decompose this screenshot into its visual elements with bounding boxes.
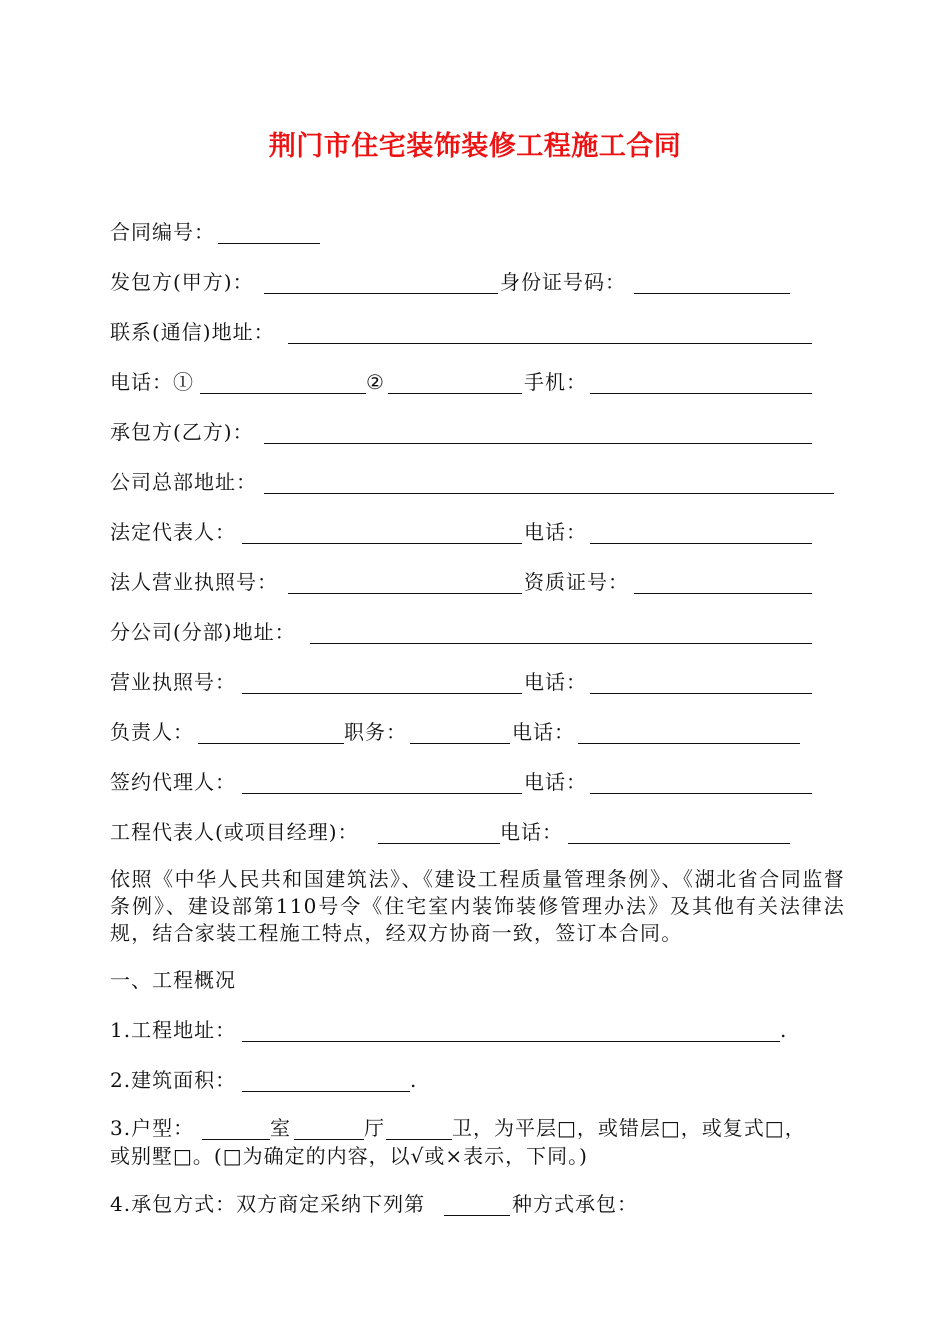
branch-phone-label: 电话： — [524, 670, 587, 694]
preamble-paragraph: 依照《中华人民共和国建筑法》、《建设工程质量管理条例》、《湖北省合同监督条例》、建设部第110号令《住宅室内装饰装修管理办法》及其他有关法律法规，结合家装工程施工特点，经双方协商一致，签订本合同。 — [110, 867, 845, 945]
legal-rep-phone-blank[interactable] — [590, 543, 812, 544]
project-rep-blank[interactable] — [378, 843, 500, 844]
phone2-blank[interactable] — [388, 393, 522, 394]
position-blank[interactable] — [410, 743, 510, 744]
party-b-blank[interactable] — [264, 443, 812, 444]
agent-label: 签约代理人： — [110, 770, 236, 794]
item4-label: 4.承包方式：双方商定采纳下列第 — [110, 1192, 426, 1216]
project-rep-label: 工程代表人(或项目经理)： — [110, 820, 359, 844]
manager-phone-blank[interactable] — [578, 743, 800, 744]
branch-phone-blank[interactable] — [590, 693, 812, 694]
item3-label: 3.户型： — [110, 1116, 195, 1140]
phone2-label: ② — [366, 370, 385, 394]
bath-count-blank[interactable] — [386, 1139, 452, 1140]
manager-blank[interactable] — [198, 743, 344, 744]
item4-suffix: 种方式承包： — [512, 1192, 638, 1216]
agent-phone-blank[interactable] — [590, 793, 812, 794]
contract-number-blank[interactable] — [218, 243, 320, 244]
license-label: 法人营业执照号： — [110, 570, 278, 594]
license-blank[interactable] — [288, 593, 522, 594]
item2-label: 2.建筑面积： — [110, 1068, 237, 1092]
item2-period: . — [410, 1068, 418, 1092]
agent-blank[interactable] — [242, 793, 522, 794]
contract-method-blank[interactable] — [444, 1215, 510, 1216]
hq-address-blank[interactable] — [264, 493, 834, 494]
item1-label: 1.工程地址： — [110, 1018, 237, 1042]
hall-count-blank[interactable] — [294, 1139, 364, 1140]
manager-label: 负责人： — [110, 720, 194, 744]
hall-label: 厅 — [364, 1116, 385, 1140]
id-number-blank[interactable] — [634, 293, 790, 294]
project-rep-phone-blank[interactable] — [568, 843, 790, 844]
mobile-blank[interactable] — [590, 393, 812, 394]
room-label: 室 — [270, 1116, 291, 1140]
document-title: 荆门市住宅装饰装修工程施工合同 — [268, 131, 682, 162]
branch-license-label: 营业执照号： — [110, 670, 236, 694]
room-count-blank[interactable] — [202, 1139, 270, 1140]
branch-address-blank[interactable] — [310, 643, 812, 644]
mobile-label: 手机： — [524, 370, 587, 394]
building-area-blank[interactable] — [242, 1091, 410, 1092]
branch-license-blank[interactable] — [242, 693, 522, 694]
legal-rep-phone-label: 电话： — [524, 520, 587, 544]
party-a-blank[interactable] — [264, 293, 498, 294]
qualification-blank[interactable] — [634, 593, 812, 594]
legal-rep-label: 法定代表人： — [110, 520, 236, 544]
qualification-label: 资质证号： — [524, 570, 629, 594]
contact-address-blank[interactable] — [288, 343, 812, 344]
legal-rep-blank[interactable] — [242, 543, 522, 544]
phone-label: 电话：① — [110, 370, 194, 394]
project-address-blank[interactable] — [242, 1041, 780, 1042]
project-rep-phone-label: 电话： — [500, 820, 563, 844]
section-heading-text: 一、工程概况 — [110, 968, 236, 992]
branch-address-label: 分公司(分部)地址： — [110, 620, 296, 644]
manager-phone-label: 电话： — [512, 720, 575, 744]
party-a-label: 发包方(甲方)： — [110, 270, 254, 294]
id-number-label: 身份证号码： — [500, 270, 626, 294]
phone1-blank[interactable] — [200, 393, 366, 394]
position-label: 职务： — [344, 720, 407, 744]
contract-number-label: 合同编号： — [110, 220, 215, 244]
party-b-label: 承包方(乙方)： — [110, 420, 254, 444]
agent-phone-label: 电话： — [524, 770, 587, 794]
hq-address-label: 公司总部地址： — [110, 470, 257, 494]
bath-label: 卫，为平层□，或错层□，或复式□， — [452, 1116, 806, 1140]
item1-period: . — [780, 1018, 788, 1042]
contact-address-label: 联系(通信)地址： — [110, 320, 275, 344]
item3-line2: 或别墅□。(□为确定的内容，以√或×表示，下同。) — [110, 1144, 588, 1168]
